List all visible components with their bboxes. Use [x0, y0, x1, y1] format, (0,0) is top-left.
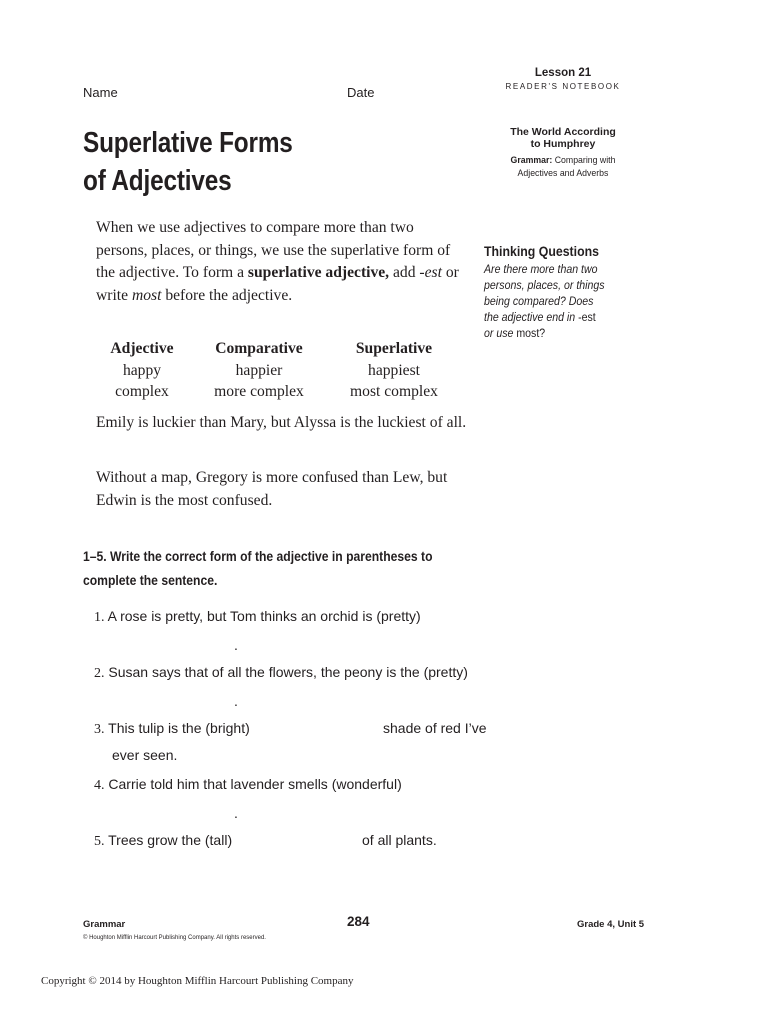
intro-paragraph: [96, 217, 468, 307]
item-text: Trees grow the (tall): [104, 832, 233, 848]
footer-subject: Grammar: [83, 919, 126, 930]
superlative-cell: happiest: [368, 361, 420, 379]
example-sentence-2: Without a map, Gregory is more confused than Lew, but Edwin is the most confused.: [96, 469, 448, 509]
item-1-period: .: [234, 637, 238, 653]
item-number: 4.: [94, 778, 105, 793]
comparative-header: Comparative: [215, 340, 303, 357]
page-number: 284: [347, 914, 370, 929]
instructions-line-2: complete the sentence.: [83, 573, 218, 588]
grammar-topic-line2: Adjectives and Adverbs: [517, 167, 609, 179]
example-sentence-1: Emily is luckier than Mary, but Alyssa is the luckiest of all.: [96, 414, 467, 431]
thinking-questions-body: [484, 262, 622, 342]
comparative-cell: more complex: [214, 383, 304, 400]
page-title-line2: of Adjectives: [83, 165, 232, 197]
footer-rights-line: © Houghton Mifflin Harcourt Publishing Company. All rights reserved.: [83, 935, 266, 941]
adjective-cell: happy: [122, 361, 162, 379]
copyright-line: Copyright © 2014 by Houghton Mifflin Harcourt Publishing Company: [41, 975, 354, 987]
tq-line-2: persons, places, or things: [484, 280, 605, 292]
exercise-item-5: [94, 832, 232, 850]
superlative-cell: most complex: [350, 383, 438, 400]
item-5-after-blank: of all plants.: [362, 832, 437, 848]
adjective-column: [97, 338, 187, 403]
readers-notebook-label: READER'S NOTEBOOK: [505, 82, 621, 91]
tq-est: -est: [578, 312, 596, 324]
page-title: [83, 124, 293, 200]
grammar-label: Grammar:: [510, 155, 553, 166]
intro-est: -est: [419, 264, 442, 281]
intro-bold-term: superlative adjective,: [247, 264, 390, 281]
item-text: A rose is pretty, but Tom thinks an orchid is (pretty): [104, 608, 421, 624]
intro-most: most: [131, 286, 162, 304]
lesson-number: Lesson 21: [534, 67, 592, 79]
grammar-topic-line1: Comparing with: [552, 155, 616, 166]
intro-text-1: When we use adjectives to compare more than two persons, places, or things, we use the superlative form of the adjective. To form a: [96, 219, 451, 281]
tq-line-4: the adjective end in: [484, 312, 579, 324]
item-2-period: .: [234, 693, 238, 709]
item-number: 3.: [94, 722, 105, 737]
page-title-line1: Superlative Forms: [83, 127, 293, 159]
exercise-item-2: [94, 664, 468, 682]
story-title-line1: The World According: [510, 126, 616, 138]
adjective-header: Adjective: [110, 340, 174, 357]
instructions-line-1: 1–5. Write the correct form of the adjective in parentheses to: [83, 549, 433, 564]
comparative-column: [200, 338, 318, 403]
grammar-topic: [487, 155, 640, 180]
story-title: [480, 127, 646, 150]
tq-line-3: being compared? Does: [484, 296, 594, 308]
exercise-item-4: [94, 776, 402, 794]
exercise-item-1: [94, 608, 421, 626]
tq-question-mark: ?: [539, 328, 546, 340]
item-text: This tulip is the (bright): [104, 720, 250, 736]
comparative-cell: happier: [235, 361, 283, 379]
thinking-questions-heading: Thinking Questions: [484, 243, 599, 259]
superlative-header: Superlative: [355, 340, 433, 357]
footer-grade-unit: Grade 4, Unit 5: [577, 919, 645, 930]
item-text: Susan says that of all the flowers, the peony is the (pretty): [104, 664, 468, 680]
item-3-continuation: ever seen.: [112, 747, 178, 763]
tq-line-5: or use: [484, 328, 517, 340]
item-4-period: .: [234, 805, 238, 821]
item-number: 2.: [94, 666, 105, 681]
item-number: 1.: [94, 610, 105, 625]
name-label: Name: [83, 85, 118, 100]
date-label: Date: [347, 85, 375, 100]
superlative-column: [339, 338, 449, 403]
exercise-instructions: [83, 545, 443, 593]
adjective-cell: complex: [115, 383, 169, 400]
intro-text-2: add: [389, 264, 420, 281]
item-number: 5.: [94, 834, 105, 849]
intro-text-3: or write: [96, 264, 459, 304]
item-3-after-blank: shade of red I’ve: [383, 720, 487, 736]
story-title-line2: to Humphrey: [530, 137, 596, 150]
intro-text-4: before the adjective.: [161, 286, 293, 304]
tq-most: most: [516, 328, 540, 340]
exercise-item-3: [94, 720, 250, 738]
tq-line-1: Are there more than two: [484, 264, 598, 276]
item-text: Carrie told him that lavender smells (wonderful): [104, 776, 402, 792]
